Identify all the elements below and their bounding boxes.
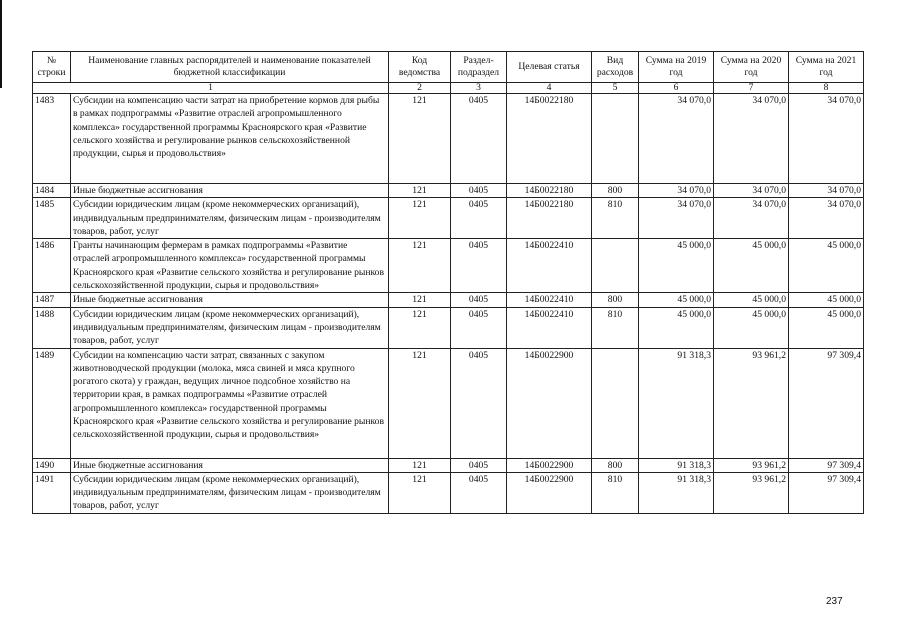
- row-dept-code: 121: [389, 307, 451, 348]
- row-name: Иные бюджетные ассигнования: [71, 458, 389, 472]
- row-expense-type: [592, 94, 639, 184]
- header-name: Наименование главных распорядителей и наименование показателей бюджетной классификации: [71, 52, 389, 83]
- budget-table: [32, 51, 864, 514]
- table-row: [33, 472, 864, 513]
- row-sum-2019: 34 070,0: [639, 94, 714, 184]
- row-sum-2021: 97 309,4: [789, 458, 864, 472]
- row-expense-type: 800: [592, 458, 639, 472]
- row-sum-2020: 34 070,0: [714, 184, 789, 198]
- row-sum-2021: 45 000,0: [789, 239, 864, 293]
- row-sum-2019: 34 070,0: [639, 184, 714, 198]
- row-number: 1483: [33, 94, 71, 184]
- table-header-row: [33, 52, 864, 83]
- row-sum-2020: 93 961,2: [714, 472, 789, 513]
- row-section: 0405: [451, 293, 507, 307]
- table-row: [33, 198, 864, 239]
- row-section: 0405: [451, 184, 507, 198]
- row-dept-code: 121: [389, 94, 451, 184]
- row-sum-2020: 93 961,2: [714, 348, 789, 458]
- column-index: 6: [639, 83, 714, 94]
- row-sum-2020: 34 070,0: [714, 198, 789, 239]
- row-dept-code: 121: [389, 198, 451, 239]
- row-number: 1485: [33, 198, 71, 239]
- row-name: Субсидии юридическим лицам (кроме некоммерческих организаций), индивидуальным предпринимателям, физическим лицам - производителям товаров, работ, услуг: [71, 307, 389, 348]
- row-sum-2020: 93 961,2: [714, 458, 789, 472]
- row-name: Субсидии на компенсацию части затрат на приобретение кормов для рыбы в рамках подпрограммы «Развитие отраслей агропромышленного комплекса» государственной программы Красноярского края «Развитие сельского хозяйства и регулирование рынков сельскохозяйственной продукции, сырья и продовольствия»: [71, 94, 389, 184]
- row-sum-2021: 45 000,0: [789, 293, 864, 307]
- row-number: 1487: [33, 293, 71, 307]
- row-sum-2020: 45 000,0: [714, 239, 789, 293]
- table-row: [33, 94, 864, 184]
- row-target-article: 14Б0022180: [507, 94, 592, 184]
- row-sum-2019: 91 318,3: [639, 472, 714, 513]
- row-target-article: 14Б0022410: [507, 239, 592, 293]
- row-dept-code: 121: [389, 239, 451, 293]
- row-sum-2019: 45 000,0: [639, 239, 714, 293]
- row-name: Субсидии юридическим лицам (кроме некоммерческих организаций), индивидуальным предпринимателям, физическим лицам - производителям товаров, работ, услуг: [71, 198, 389, 239]
- header-row-number: № строки: [33, 52, 71, 83]
- column-index: 3: [451, 83, 507, 94]
- row-number: 1486: [33, 239, 71, 293]
- row-sum-2019: 45 000,0: [639, 307, 714, 348]
- row-number: 1489: [33, 348, 71, 458]
- table-row: [33, 458, 864, 472]
- header-sum-2020: Сумма на 2020 год: [714, 52, 789, 83]
- row-name: Иные бюджетные ассигнования: [71, 293, 389, 307]
- row-sum-2021: 34 070,0: [789, 94, 864, 184]
- row-sum-2021: 34 070,0: [789, 184, 864, 198]
- row-section: 0405: [451, 239, 507, 293]
- header-sum-2021: Сумма на 2021 год: [789, 52, 864, 83]
- column-index: 5: [592, 83, 639, 94]
- column-index: 2: [389, 83, 451, 94]
- page-number: 237: [826, 596, 843, 607]
- column-index-row: [33, 83, 864, 94]
- row-name: Субсидии на компенсацию части затрат, связанных с закупом животноводческой продукции (молока, мяса свиней и мяса крупного рогатого скота) у граждан, ведущих личное подсобное хозяйство на территории края, в рамках подпрограммы «Развитие отраслей агропромышленного комплекса» государственной программы Красноярского края «Развитие сельского хозяйства и регулирование рынков сельскохозяйственной продукции, сырья и продовольствия»: [71, 348, 389, 458]
- header-target-article: Целевая статья: [507, 52, 592, 83]
- header-dept-code: Код ведомства: [389, 52, 451, 83]
- row-expense-type: 800: [592, 184, 639, 198]
- row-section: 0405: [451, 458, 507, 472]
- row-dept-code: 121: [389, 348, 451, 458]
- row-target-article: 14Б0022180: [507, 198, 592, 239]
- row-target-article: 14Б0022900: [507, 458, 592, 472]
- row-section: 0405: [451, 348, 507, 458]
- row-sum-2020: 34 070,0: [714, 94, 789, 184]
- table-row: [33, 184, 864, 198]
- row-sum-2021: 34 070,0: [789, 198, 864, 239]
- row-sum-2019: 45 000,0: [639, 293, 714, 307]
- column-index: 1: [33, 83, 389, 94]
- row-sum-2019: 91 318,3: [639, 458, 714, 472]
- header-section: Раздел-подраздел: [451, 52, 507, 83]
- row-sum-2021: 97 309,4: [789, 472, 864, 513]
- row-target-article: 14Б0022180: [507, 184, 592, 198]
- row-sum-2019: 34 070,0: [639, 198, 714, 239]
- column-index: 7: [714, 83, 789, 94]
- row-dept-code: 121: [389, 458, 451, 472]
- row-target-article: 14Б0022410: [507, 307, 592, 348]
- column-index: 4: [507, 83, 592, 94]
- row-number: 1488: [33, 307, 71, 348]
- header-expense-type: Вид расходов: [592, 52, 639, 83]
- row-sum-2019: 91 318,3: [639, 348, 714, 458]
- row-section: 0405: [451, 307, 507, 348]
- row-target-article: 14Б0022410: [507, 293, 592, 307]
- row-expense-type: 810: [592, 472, 639, 513]
- row-section: 0405: [451, 472, 507, 513]
- row-sum-2021: 45 000,0: [789, 307, 864, 348]
- table-row: [33, 293, 864, 307]
- margin-rule: [0, 0, 2, 88]
- row-dept-code: 121: [389, 472, 451, 513]
- row-name: Субсидии юридическим лицам (кроме некоммерческих организаций), индивидуальным предпринимателям, физическим лицам - производителям товаров, работ, услуг: [71, 472, 389, 513]
- row-target-article: 14Б0022900: [507, 348, 592, 458]
- row-sum-2020: 45 000,0: [714, 293, 789, 307]
- row-dept-code: 121: [389, 293, 451, 307]
- row-section: 0405: [451, 94, 507, 184]
- row-expense-type: 810: [592, 198, 639, 239]
- row-name: Иные бюджетные ассигнования: [71, 184, 389, 198]
- row-sum-2020: 45 000,0: [714, 307, 789, 348]
- row-number: 1490: [33, 458, 71, 472]
- row-expense-type: 810: [592, 307, 639, 348]
- row-expense-type: 800: [592, 293, 639, 307]
- row-sum-2021: 97 309,4: [789, 348, 864, 458]
- row-number: 1484: [33, 184, 71, 198]
- row-name: Гранты начинающим фермерам в рамках подпрограммы «Развитие отраслей агропромышленного комплекса» государственной программы Красноярского края «Развитие сельского хозяйства и регулирование рынков сельскохозяйственной продукции, сырья и продовольствия»: [71, 239, 389, 293]
- table-row: [33, 307, 864, 348]
- table-row: [33, 348, 864, 458]
- row-dept-code: 121: [389, 184, 451, 198]
- row-expense-type: [592, 348, 639, 458]
- row-number: 1491: [33, 472, 71, 513]
- header-sum-2019: Сумма на 2019 год: [639, 52, 714, 83]
- column-index: 8: [789, 83, 864, 94]
- row-section: 0405: [451, 198, 507, 239]
- table-row: [33, 239, 864, 293]
- row-target-article: 14Б0022900: [507, 472, 592, 513]
- row-expense-type: [592, 239, 639, 293]
